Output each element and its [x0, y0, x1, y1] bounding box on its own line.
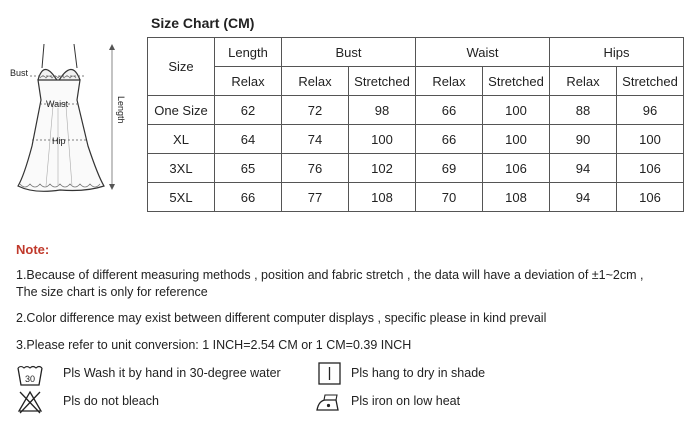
cell-waist-stretched: 100 — [483, 125, 550, 154]
table-row — [148, 154, 684, 183]
cell-waist-relax: 70 — [416, 183, 483, 212]
subheader-bust-relax: Relax — [282, 67, 349, 96]
cell-bust-stretched: 100 — [349, 125, 416, 154]
cell-hips-stretched: 96 — [617, 96, 684, 125]
row-size: 3XL — [148, 154, 215, 183]
do-not-bleach-icon — [16, 389, 44, 415]
size-chart-title: Size Chart (CM) — [151, 15, 255, 31]
cell-length-relax: 66 — [215, 183, 282, 212]
table-header-row — [148, 38, 684, 67]
cell-hips-relax: 94 — [550, 183, 617, 212]
table-row — [148, 125, 684, 154]
cell-waist-stretched: 100 — [483, 96, 550, 125]
length-label: Length — [116, 96, 126, 124]
note-line-1-continued: The size chart is only for reference — [16, 285, 208, 299]
cell-bust-relax: 76 — [282, 154, 349, 183]
column-header-bust: Bust — [282, 38, 416, 67]
size-table — [147, 37, 684, 212]
cell-waist-relax: 69 — [416, 154, 483, 183]
row-size: 5XL — [148, 183, 215, 212]
table-row — [148, 183, 684, 212]
line-dry-shade-icon — [316, 361, 344, 387]
bleach-instruction: Pls do not bleach — [63, 394, 159, 408]
table-subheader-row — [148, 67, 684, 96]
cell-hips-stretched: 100 — [617, 125, 684, 154]
cell-hips-stretched: 106 — [617, 154, 684, 183]
wash-instruction: Pls Wash it by hand in 30-degree water — [63, 366, 281, 380]
subheader-bust-stretched: Stretched — [349, 67, 416, 96]
iron-low-heat-icon — [314, 390, 342, 416]
column-header-length: Length — [215, 38, 282, 67]
note-line-2: 2.Color difference may exist between different computer displays , specific please in kind prevail — [16, 311, 547, 325]
subheader-hips-relax: Relax — [550, 67, 617, 96]
cell-hips-relax: 94 — [550, 154, 617, 183]
cell-length-relax: 65 — [215, 154, 282, 183]
size-header: Size — [148, 38, 215, 96]
note-line-1: 1.Because of different measuring methods , position and fabric stretch , the data will have a deviation of ±1~2cm , — [16, 268, 644, 282]
length-arrow-bottom — [109, 184, 115, 190]
cell-waist-relax: 66 — [416, 125, 483, 154]
hand-wash-30-icon — [16, 362, 44, 388]
subheader-length-relax: Relax — [215, 67, 282, 96]
subheader-hips-stretched: Stretched — [617, 67, 684, 96]
cell-bust-stretched: 102 — [349, 154, 416, 183]
wash-temperature: 30 — [24, 374, 36, 384]
table-row — [148, 96, 684, 125]
garment-figure — [8, 36, 140, 206]
column-header-waist: Waist — [416, 38, 550, 67]
cell-bust-stretched: 108 — [349, 183, 416, 212]
right-strap — [74, 44, 77, 68]
row-size: One Size — [148, 96, 215, 125]
cell-waist-stretched: 108 — [483, 183, 550, 212]
row-size: XL — [148, 125, 215, 154]
bust-label: Bust — [10, 68, 29, 78]
subheader-waist-stretched: Stretched — [483, 67, 550, 96]
cell-bust-stretched: 98 — [349, 96, 416, 125]
cell-waist-relax: 66 — [416, 96, 483, 125]
hip-label: Hip — [52, 136, 66, 146]
cell-hips-relax: 88 — [550, 96, 617, 125]
column-header-hips: Hips — [550, 38, 684, 67]
cell-hips-stretched: 106 — [617, 183, 684, 212]
note-line-3: 3.Please refer to unit conversion: 1 INCH=2.54 CM or 1 CM=0.39 INCH — [16, 338, 412, 352]
dry-instruction: Pls hang to dry in shade — [351, 366, 486, 380]
cell-hips-relax: 90 — [550, 125, 617, 154]
cell-bust-relax: 72 — [282, 96, 349, 125]
iron-instruction: Pls iron on low heat — [351, 394, 461, 408]
note-title: Note: — [16, 242, 50, 257]
subheader-waist-relax: Relax — [416, 67, 483, 96]
cell-length-relax: 64 — [215, 125, 282, 154]
cell-bust-relax: 77 — [282, 183, 349, 212]
cell-length-relax: 62 — [215, 96, 282, 125]
cell-bust-relax: 74 — [282, 125, 349, 154]
waist-label: Waist — [46, 99, 69, 109]
left-strap — [42, 44, 44, 68]
length-arrow-top — [109, 44, 115, 50]
cell-waist-stretched: 106 — [483, 154, 550, 183]
